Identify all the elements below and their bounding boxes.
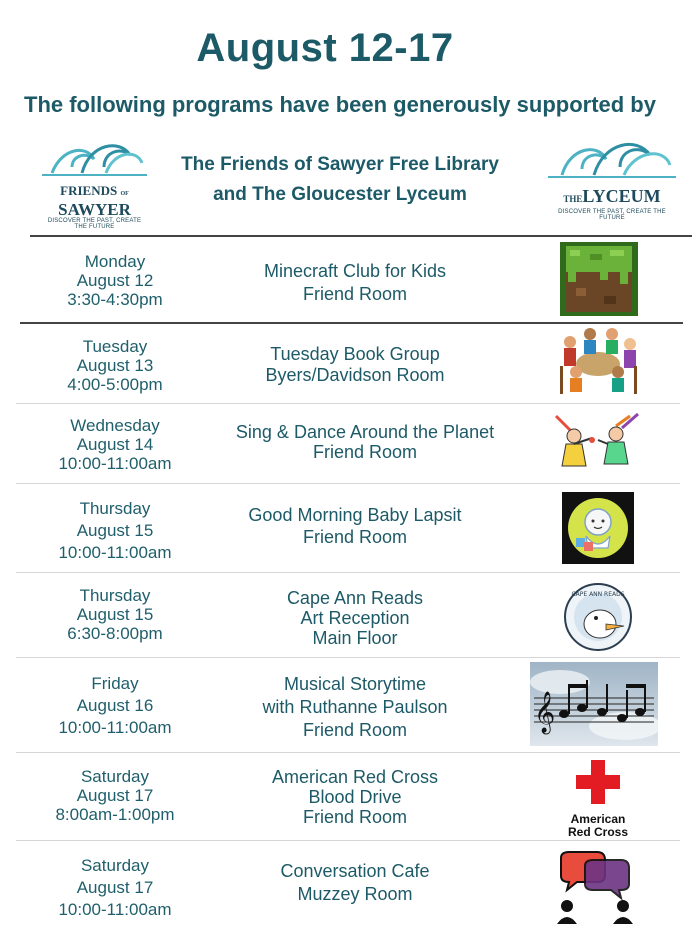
event-date-text: August 12 <box>76 271 154 290</box>
event-title: Tuesday Book Group <box>270 344 440 364</box>
event-location: Friend Room <box>302 720 408 740</box>
friends-logo-line2: SAWYER <box>58 200 131 219</box>
event-date <box>40 673 190 739</box>
baby-icon <box>562 492 634 564</box>
row-divider-dark <box>20 322 683 324</box>
event-date <box>40 337 190 394</box>
event-details <box>210 588 500 648</box>
event-day: Tuesday <box>82 337 148 356</box>
event-date <box>40 252 190 309</box>
svg-text:𝄞: 𝄞 <box>534 692 556 733</box>
red-cross-line1: American <box>570 812 626 826</box>
friends-logo-of: OF <box>120 191 129 197</box>
event-title: Good Morning Baby Lapsit <box>248 505 462 525</box>
table-top-rule <box>30 235 692 237</box>
event-title: Minecraft Club for Kids <box>263 261 447 281</box>
event-time: 10:00-11:00am <box>58 900 172 919</box>
event-date <box>40 855 190 921</box>
event-time: 10:00-11:00am <box>58 718 172 737</box>
lyceum-logo-tagline: DISCOVER THE PAST, CREATE THE FUTURE <box>558 209 666 221</box>
event-subtitle: Art Reception <box>300 608 410 628</box>
page-title: August 12-17 <box>196 26 454 70</box>
event-date <box>40 767 190 824</box>
event-date-text: August 16 <box>76 696 154 715</box>
event-details <box>210 767 500 827</box>
event-location: Friend Room <box>302 527 408 547</box>
lyceum-logo-name: LYCEUM <box>582 186 661 206</box>
event-details <box>210 504 500 548</box>
event-day: Wednesday <box>70 416 160 435</box>
event-location: Main Floor <box>312 628 398 648</box>
event-title: Musical Storytime <box>283 674 427 694</box>
friends-logo-tagline: DISCOVER THE PAST, CREATE THE FUTURE <box>47 218 142 230</box>
book-group-icon <box>556 326 640 396</box>
red-cross-icon <box>576 760 620 804</box>
red-cross-logo <box>560 760 636 839</box>
event-location: Byers/Davidson Room <box>265 365 445 385</box>
event-date <box>40 416 190 473</box>
event-time: 4:00-5:00pm <box>67 375 163 394</box>
event-time: 8:00am-1:00pm <box>55 805 175 824</box>
cape-ann-reads-logo <box>562 582 634 652</box>
event-details <box>210 344 500 386</box>
event-title: Cape Ann Reads <box>286 588 424 608</box>
event-location: Muzzey Room <box>297 884 413 904</box>
event-location: Friend Room <box>302 807 408 827</box>
sponsor-line-2: and The Gloucester Lyceum <box>213 184 467 205</box>
red-cross-line2: Red Cross <box>567 825 629 839</box>
event-day: Thursday <box>79 499 151 518</box>
event-title: Conversation Cafe <box>280 861 430 881</box>
cape-ann-reads-text: CAPE ANN READS <box>571 591 625 598</box>
row-divider <box>16 752 680 753</box>
event-day: Saturday <box>80 767 150 786</box>
event-title: American Red Cross <box>271 767 439 787</box>
page-subtitle: The following programs have been generously supported by <box>24 92 656 117</box>
event-date-text: August 15 <box>76 605 154 624</box>
event-subtitle: Blood Drive <box>308 787 402 807</box>
row-divider <box>16 403 680 404</box>
lyceum-logo-the: THE <box>563 194 583 204</box>
event-details <box>210 422 520 462</box>
event-date-text: August 17 <box>76 786 154 805</box>
event-time: 6:30-8:00pm <box>67 624 163 643</box>
event-time: 3:30-4:30pm <box>67 290 163 309</box>
sponsor-line-1: The Friends of Sawyer Free Library <box>181 154 499 175</box>
event-day: Saturday <box>80 856 150 875</box>
event-title: Sing & Dance Around the Planet <box>235 422 495 442</box>
event-time: 10:00-11:00am <box>58 454 172 473</box>
event-subtitle: with Ruthanne Paulson <box>262 697 448 717</box>
wave-icon <box>548 135 676 179</box>
event-date-text: August 14 <box>76 435 154 454</box>
event-details <box>210 860 500 906</box>
event-time: 10:00-11:00am <box>58 543 172 562</box>
event-day: Thursday <box>79 586 151 605</box>
row-divider <box>16 657 680 658</box>
event-date-text: August 17 <box>76 878 154 897</box>
conversation-icon <box>555 850 635 924</box>
row-divider <box>16 572 680 573</box>
lyceum-logo <box>548 135 676 221</box>
event-date <box>40 586 190 643</box>
row-divider <box>16 483 680 484</box>
event-date <box>40 498 190 564</box>
event-location: Friend Room <box>302 284 408 304</box>
friends-logo-line1: FRIENDS <box>60 183 118 198</box>
dancing-kids-icon <box>552 410 642 476</box>
music-notes-image <box>530 662 658 746</box>
event-location: Friend Room <box>312 442 418 462</box>
row-divider <box>16 840 680 841</box>
event-day: Monday <box>84 252 146 271</box>
minecraft-block-icon <box>560 242 638 316</box>
event-details <box>210 673 500 742</box>
event-date-text: August 15 <box>76 521 154 540</box>
event-details <box>210 260 500 306</box>
event-day: Friday <box>91 674 139 693</box>
event-date-text: August 13 <box>76 356 154 375</box>
